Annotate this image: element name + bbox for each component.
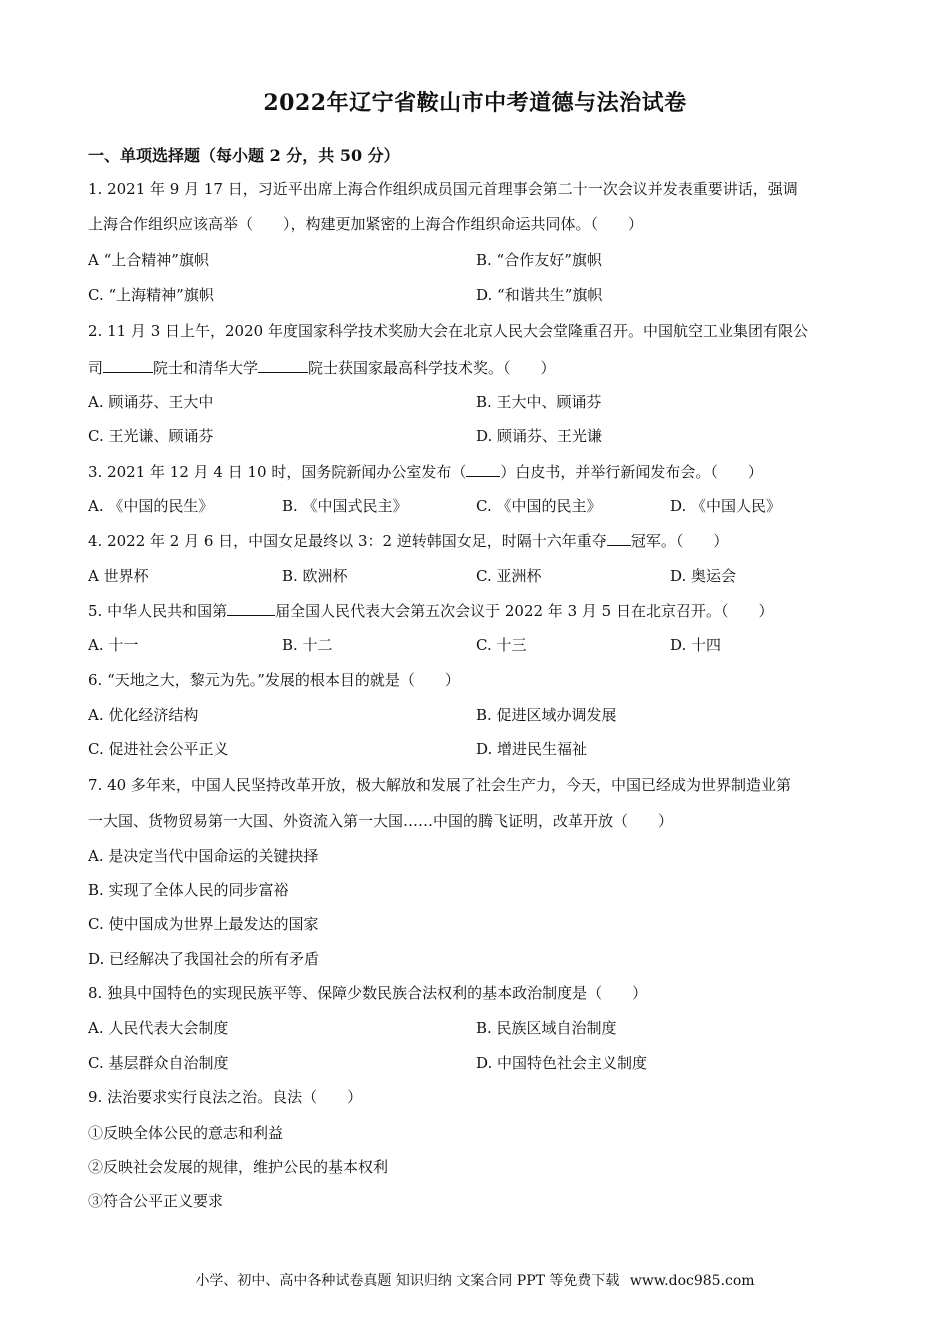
q4-blank — [607, 530, 631, 546]
q5-option-d: D. 十四 — [670, 636, 722, 654]
q6-option-d: D. 增进民生福祉 — [476, 740, 588, 758]
q2-blank-2 — [258, 357, 308, 373]
q5-option-c: C. 十三 — [476, 636, 527, 654]
q4-stem — [88, 530, 728, 551]
q9-statement-1: ①反映全体公民的意志和利益 — [88, 1124, 284, 1142]
q3-option-a: A. 《中国的民生》 — [88, 497, 214, 515]
q3-option-b: B. 《中国式民主》 — [282, 497, 408, 515]
q7-option-b: B. 实现了全体人民的同步富裕 — [88, 881, 289, 899]
q5-stem-part2: 届全国人民代表大会第五次会议于 2022 年 3 月 5 日在北京召开。（ ） — [275, 602, 774, 620]
q4-option-a: A 世界杯 — [88, 567, 149, 585]
q6-stem: 6. “天地之大，黎元为先。”发展的根本目的就是（ ） — [88, 671, 460, 689]
q8-option-b: B. 民族区域自治制度 — [476, 1019, 617, 1037]
q1-stem-line1: 1. 2021 年 9 月 17 日，习近平出席上海合作组织成员国元首理事会第二十一次会议并发表重要讲话，强调 — [88, 180, 798, 198]
q3-blank — [466, 461, 500, 477]
q1-stem-line2: 上海合作组织应该高举（ ），构建更加紧密的上海合作组织命运共同体。（ ） — [88, 215, 644, 233]
q2-stem-part2: 院士和清华大学 — [153, 359, 259, 377]
q5-option-b: B. 十二 — [282, 636, 333, 654]
q1-option-d: D. “和谐共生”旗帜 — [476, 286, 603, 304]
q9-statement-3: ③符合公平正义要求 — [88, 1192, 224, 1210]
q1-option-b: B. “合作友好”旗帜 — [476, 251, 602, 269]
q2-stem-line2 — [88, 357, 556, 378]
q8-option-a: A. 人民代表大会制度 — [88, 1019, 229, 1037]
q6-option-c: C. 促进社会公平正义 — [88, 740, 229, 758]
q4-option-d: D. 奥运会 — [670, 567, 737, 585]
q2-option-b: B. 王大中、顾诵芬 — [476, 393, 602, 411]
q8-stem: 8. 独具中国特色的实现民族平等、保障少数民族合法权利的基本政治制度是（ ） — [88, 984, 648, 1002]
q1-option-a: A “上合精神”旗帜 — [88, 251, 209, 269]
q2-stem-part1: 司 — [88, 359, 104, 377]
q8-option-d: D. 中国特色社会主义制度 — [476, 1054, 648, 1072]
q3-stem — [88, 461, 763, 482]
page-footer — [0, 1270, 950, 1290]
q7-option-c: C. 使中国成为世界上最发达的国家 — [88, 915, 319, 933]
q6-option-a: A. 优化经济结构 — [88, 706, 199, 724]
q3-option-c: C. 《中国的民主》 — [476, 497, 602, 515]
q7-option-a: A. 是决定当代中国命运的关键抉择 — [88, 847, 319, 865]
q6-option-b: B. 促进区域办调发展 — [476, 706, 617, 724]
q5-stem-part1: 5. 中华人民共和国第 — [88, 602, 228, 620]
q4-option-c: C. 亚洲杯 — [476, 567, 542, 585]
q2-stem-part3: 院士获国家最高科学技术奖。（ ） — [308, 359, 556, 377]
section-heading: 一、单项选择题（每小题 2 分，共 50 分） — [88, 146, 400, 165]
q4-stem-part2: 冠军。（ ） — [630, 532, 729, 550]
q5-blank — [227, 600, 275, 616]
q2-stem-line1: 2. 11 月 3 日上午，2020 年度国家科学技术奖励大会在北京人民大会堂隆重召开。中国航空工业集团有限公 — [88, 322, 808, 340]
q4-stem-part1: 4. 2022 年 2 月 6 日，中国女足最终以 3：2 逆转韩国女足，时隔十六年重夺 — [88, 532, 607, 550]
q4-option-b: B. 欧洲杯 — [282, 567, 348, 585]
q5-stem — [88, 600, 773, 621]
q2-blank-1 — [103, 357, 153, 373]
q7-stem-line1: 7. 40 多年来，中国人民坚持改革开放，极大解放和发展了社会生产力，今天，中国已经成为世界制造业第 — [88, 776, 791, 794]
q9-statement-2: ②反映社会发展的规律，维护公民的基本权利 — [88, 1158, 389, 1176]
page-title: 2022年辽宁省鞍山市中考道德与法治试卷 — [263, 90, 687, 116]
q7-option-d: D. 已经解决了我国社会的所有矛盾 — [88, 950, 320, 968]
footer-site-link[interactable]: www.doc985.com — [629, 1273, 755, 1289]
q8-option-c: C. 基层群众自治制度 — [88, 1054, 229, 1072]
q7-stem-line2: 一大国、货物贸易第一大国、外资流入第一大国……中国的腾飞证明，改革开放（ ） — [88, 812, 674, 830]
footer-text: 小学、初中、高中各种试卷真题 知识归纳 文案合同 PPT 等免费下载 — [195, 1273, 620, 1289]
q2-option-a: A. 顾诵芬、王大中 — [88, 393, 214, 411]
q2-option-c: C. 王光谦、顾诵芬 — [88, 427, 214, 445]
q5-option-a: A. 十一 — [88, 636, 139, 654]
q3-option-d: D. 《中国人民》 — [670, 497, 782, 515]
q9-stem: 9. 法治要求实行良法之治。良法（ ） — [88, 1088, 363, 1106]
q1-option-c: C. “上海精神”旗帜 — [88, 286, 214, 304]
q3-stem-part2: ）白皮书，并举行新闻发布会。（ ） — [500, 463, 763, 481]
q3-stem-part1: 3. 2021 年 12 月 4 日 10 时，国务院新闻办公室发布（ — [88, 463, 467, 481]
q2-option-d: D. 顾诵芬、王光谦 — [476, 427, 603, 445]
